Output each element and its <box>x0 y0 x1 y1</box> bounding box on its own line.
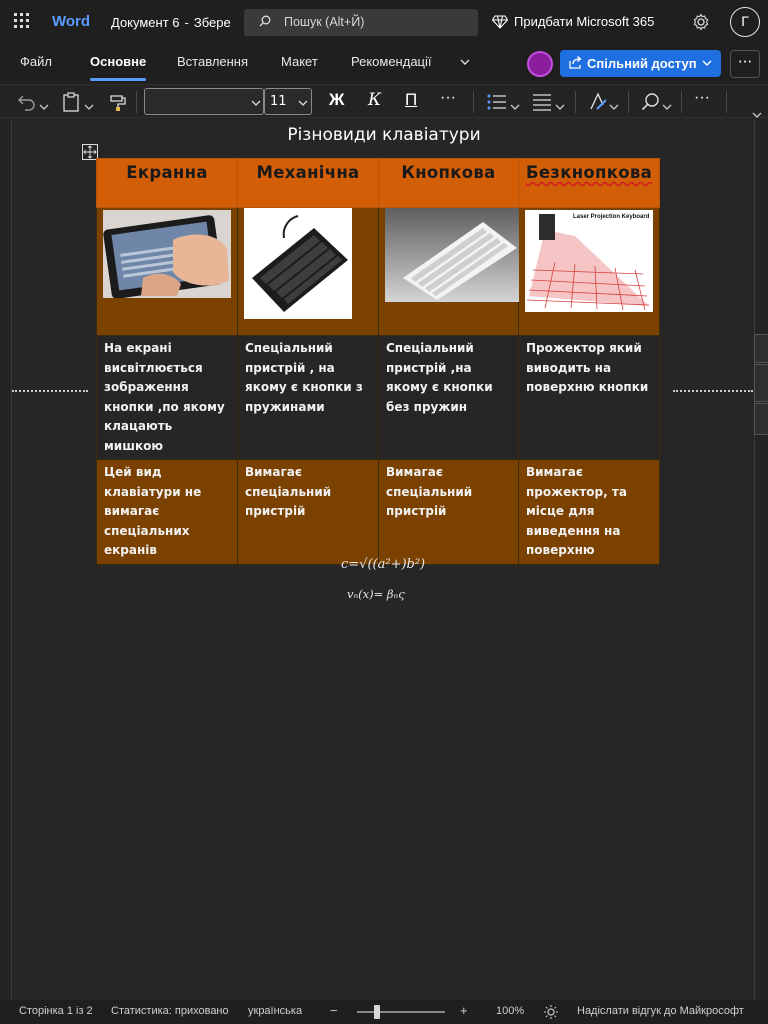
tab-home[interactable]: Основне <box>90 54 147 69</box>
app-name[interactable]: Word <box>52 13 91 30</box>
undo-icon[interactable] <box>17 92 37 112</box>
zoom-in-button[interactable]: + <box>460 1003 468 1018</box>
laser-keyboard-image <box>525 210 653 312</box>
tablet-keyboard-image <box>103 210 231 298</box>
document-name[interactable]: Документ 6 <box>111 15 180 30</box>
ribbon-toolbar <box>0 84 768 118</box>
share-icon <box>569 56 582 69</box>
table-cell[interactable]: Прожектор який виводить на поверхню кнопки <box>519 336 660 460</box>
title-bar <box>0 0 768 44</box>
table-cell[interactable]: Спеціальний пристрій , на якому є кнопки з пружинами <box>238 336 379 460</box>
tab-layout[interactable]: Макет <box>281 54 318 69</box>
font-name-select[interactable] <box>144 88 264 115</box>
table-header-row <box>97 159 660 208</box>
underline-button[interactable]: П <box>405 90 418 109</box>
document-canvas[interactable] <box>0 119 768 1000</box>
copilot-icon[interactable] <box>527 51 553 77</box>
italic-button[interactable]: К <box>368 90 382 110</box>
paste-icon[interactable] <box>62 92 80 112</box>
chevron-down-icon <box>702 58 712 68</box>
align-icon[interactable] <box>532 92 552 112</box>
formula-2[interactable]: vₙ(x)= βₙς <box>347 587 405 601</box>
table-cell[interactable]: Цей вид клавіатури не вимагає спеціальних екранів <box>97 460 238 565</box>
font-size-value: 11 <box>270 94 287 109</box>
mechanical-keyboard-image <box>244 208 352 319</box>
table-cell[interactable]: На екрані висвітлюється зображення кнопки ,по якому клацають мишкою <box>97 336 238 460</box>
zoom-slider-thumb[interactable] <box>374 1005 380 1019</box>
chevron-down-icon[interactable] <box>510 97 520 117</box>
separator <box>575 91 576 113</box>
ribbon-tabs <box>0 44 768 84</box>
chevron-down-icon[interactable] <box>459 56 471 68</box>
separator <box>473 91 474 113</box>
word-count-status[interactable]: Статистика: приховано <box>111 1005 229 1017</box>
share-button[interactable] <box>560 50 721 77</box>
keyboard-types-table[interactable] <box>96 158 660 565</box>
tab-insert[interactable]: Вставлення <box>177 54 249 69</box>
bold-button[interactable]: Ж <box>329 90 345 109</box>
buy-ms365-label: Придбати Microsoft 365 <box>514 14 655 29</box>
document-title[interactable] <box>111 15 231 30</box>
separator <box>726 91 727 113</box>
table-cell[interactable] <box>97 208 238 336</box>
chevron-down-icon[interactable] <box>84 97 94 117</box>
status-bar <box>0 1000 768 1024</box>
side-panel-tab[interactable] <box>754 403 768 435</box>
table-header-cell[interactable]: Кнопкова <box>379 159 519 208</box>
bullet-list-icon[interactable] <box>486 92 508 112</box>
formula-1[interactable]: c=√((a²+)b²) <box>341 557 426 572</box>
format-painter-icon[interactable] <box>108 92 128 112</box>
table-cell[interactable] <box>379 208 519 336</box>
table-row <box>97 208 660 336</box>
zoom-slider[interactable] <box>357 1011 445 1013</box>
laser-keyboard-caption: Laser Projection Keyboard <box>573 214 650 220</box>
page-count[interactable]: Сторінка 1 із 2 <box>19 1005 93 1017</box>
side-panel-tab[interactable] <box>754 334 768 363</box>
separator <box>136 91 137 113</box>
more-font-options-button[interactable]: ··· <box>440 89 456 106</box>
more-ribbon-button[interactable]: ··· <box>694 89 710 106</box>
chevron-down-icon[interactable] <box>662 97 672 117</box>
styles-icon[interactable] <box>588 92 608 112</box>
zoom-level[interactable]: 100% <box>496 1005 525 1017</box>
brightness-icon[interactable] <box>544 1005 558 1019</box>
feedback-link[interactable]: Надіслати відгук до Майкрософт <box>577 1005 744 1017</box>
table-header-cell[interactable]: Безкнопкова <box>519 159 660 208</box>
table-cell[interactable]: Вимагає спеціальний пристрій <box>238 460 379 565</box>
save-status: Збере <box>193 15 231 30</box>
share-label: Спільний доступ <box>587 56 697 71</box>
chevron-down-icon[interactable] <box>39 97 49 117</box>
table-cell[interactable]: Вимагає прожектор, та місце для виведення на поверхню <box>519 460 660 565</box>
chevron-down-icon[interactable] <box>609 97 619 117</box>
separator <box>681 91 682 113</box>
chevron-down-icon <box>251 98 261 108</box>
document-heading[interactable]: Різновиди клавіатури <box>287 125 481 145</box>
table-header-cell[interactable]: Екранна <box>97 159 238 208</box>
app-launcher-icon[interactable] <box>14 13 30 29</box>
page-break-marker <box>12 390 88 392</box>
tab-recommendations[interactable]: Рекомендації <box>351 54 432 69</box>
search-placeholder: Пошук (Alt+Й) <box>284 15 365 29</box>
side-panel-tab[interactable] <box>754 364 768 402</box>
chevron-down-icon <box>298 98 308 108</box>
zoom-out-button[interactable]: − <box>330 1003 338 1018</box>
gear-icon[interactable] <box>692 13 710 31</box>
table-cell[interactable] <box>238 208 379 336</box>
table-cell[interactable]: Спеціальний пристрій ,на якому є кнопки без пружин <box>379 336 519 460</box>
search-box[interactable] <box>244 9 478 36</box>
table-header-cell[interactable]: Механічна <box>238 159 379 208</box>
table-cell[interactable]: Вимагає спеціальний пристрій <box>379 460 519 565</box>
language-status[interactable]: українська <box>248 1005 303 1017</box>
page-break-marker <box>673 390 753 392</box>
chevron-down-icon[interactable] <box>555 97 565 117</box>
table-row <box>97 460 660 565</box>
separator <box>628 91 629 113</box>
avatar[interactable]: Г <box>730 7 760 37</box>
title-separator: - <box>184 15 189 30</box>
buy-ms365-link[interactable] <box>492 14 654 29</box>
find-icon[interactable] <box>641 92 661 112</box>
more-options-button[interactable]: ··· <box>730 50 760 78</box>
font-size-select[interactable] <box>264 88 312 115</box>
table-row <box>97 336 660 460</box>
diamond-icon <box>492 15 508 29</box>
table-cell[interactable] <box>519 208 660 336</box>
slim-keyboard-image <box>385 208 519 302</box>
search-icon <box>259 15 271 27</box>
tab-file[interactable]: Файл <box>20 54 52 69</box>
